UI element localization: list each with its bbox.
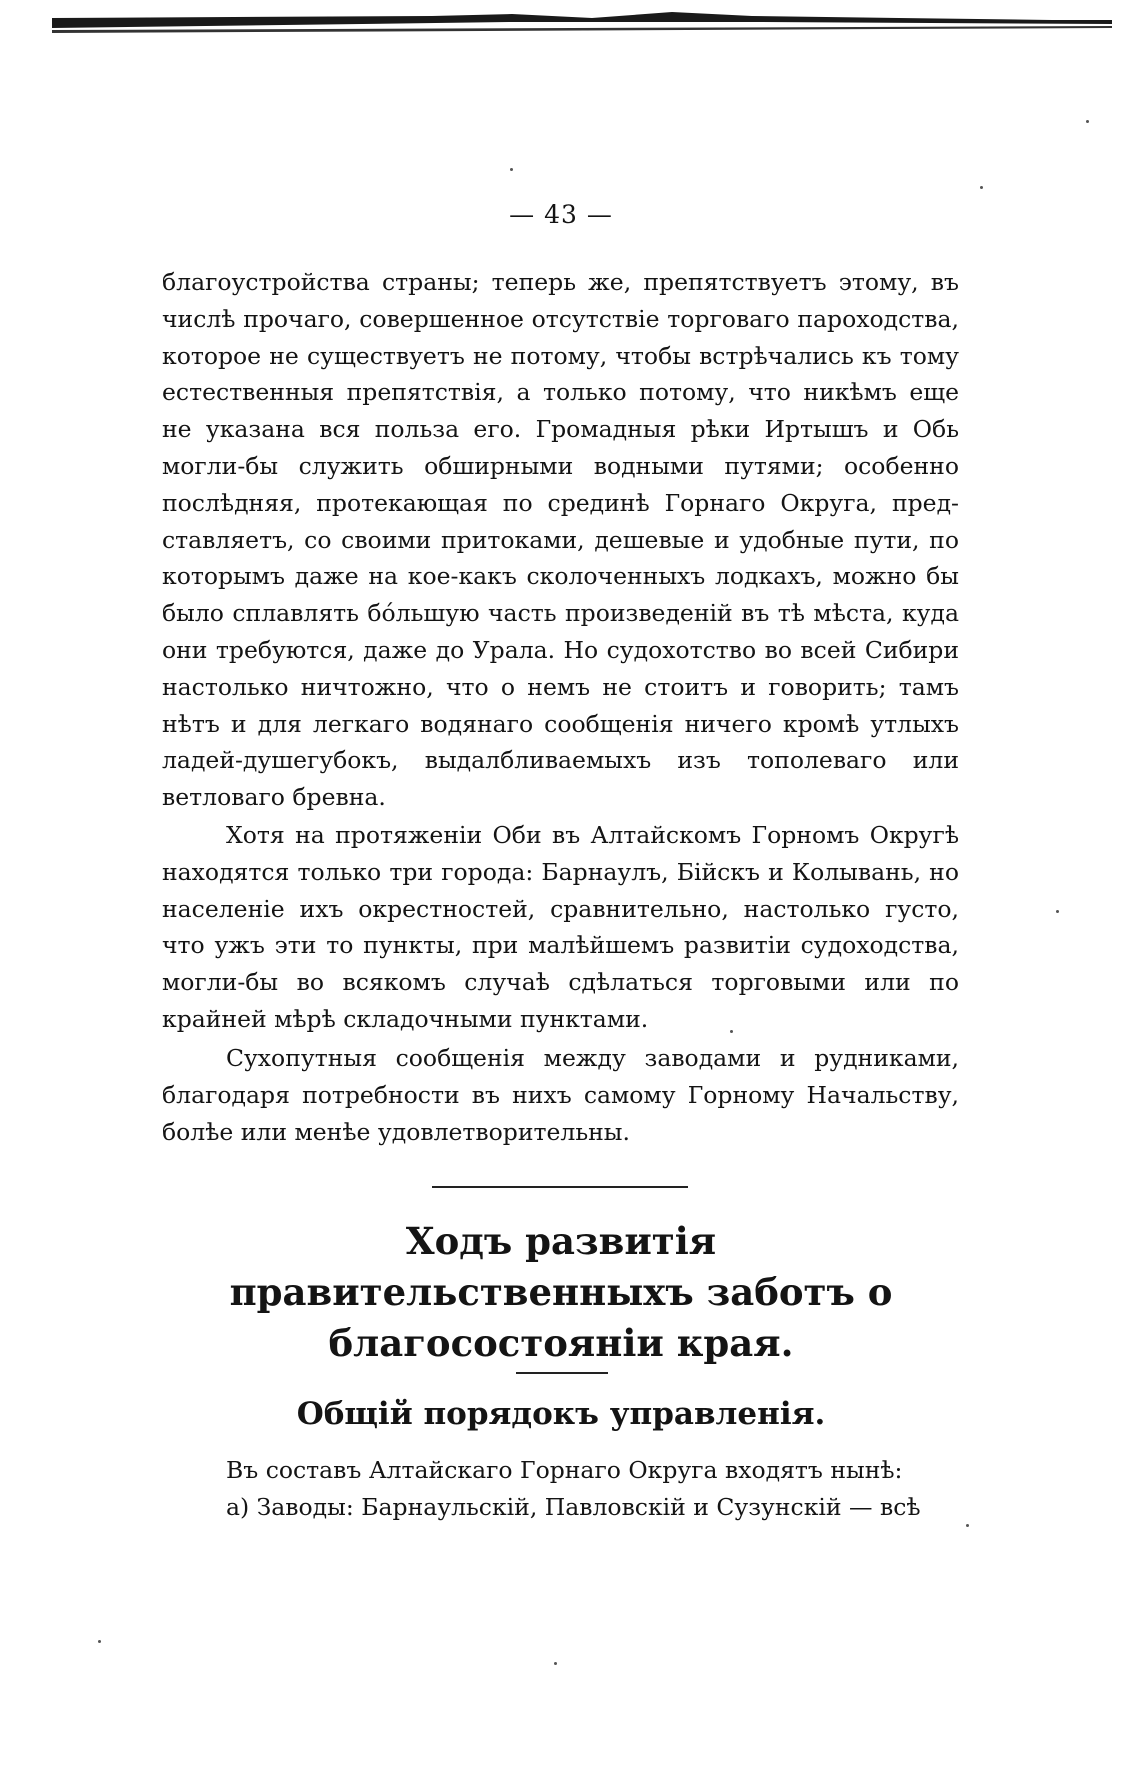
paragraph-text: Сухопутныя сообщенія между заводами и рудниками, благодаря потребности въ нихъ самому Горному Начальству, болѣе или менѣе удовлетворительны.	[162, 1044, 959, 1146]
paragraph-text: благоустройства страны; теперь же, препятствуетъ этому, въ числѣ прочаго, совершенное отсутствіе торговаго пароходства, которое не существуетъ не потому, чтобы встрѣчались къ тому естественныя препятствія, а только потому, что никѣмъ еще не указана вся польза его. Громадныя рѣки Иртышъ и Обь могли-бы служить обширными водными путями; особенно послѣдняя, протекающая по срединѣ Горнаго Округа, представляетъ, со своими притоками, дешевые и удобные пути, по которымъ даже на кое-какъ сколоченныхъ лодкахъ, можно бы было сплавлять бóльшую часть произведеній въ тѣ мѣста, куда они требуются, даже до Урала. Но судохотство во всей Сибири настолько ничтожно, что о немъ не стоитъ и говорить; тамъ нѣтъ и для легкаго водянаго сообщенія ничего кромѣ утлыхъ ладей-душегубокъ, выдалбливаемыхъ изъ тополеваго или ветловаго бревна.	[162, 268, 959, 812]
scan-speck	[510, 168, 513, 171]
scan-speck	[1086, 120, 1089, 123]
section-heading-line-2: правительственныхъ заботъ о	[229, 1270, 893, 1314]
scan-speck	[980, 186, 983, 189]
body-paragraph-1	[162, 264, 959, 816]
list-paragraph	[162, 1452, 959, 1526]
page-edge-scan-mark	[52, 6, 1112, 34]
list-item-a: а) Заводы: Барнаульскій, Павловскій и Сузунскій — всѣ	[226, 1492, 921, 1521]
scan-speck	[554, 1662, 557, 1665]
page-number: — 43 —	[509, 200, 613, 229]
list-intro: Въ составъ Алтайскаго Горнаго Округа входятъ нынѣ:	[226, 1456, 903, 1484]
paragraph-text: Хотя на протяженіи Оби въ Алтайскомъ Горномъ Округѣ находятся только три города: Барнаулъ, Бійскъ и Колывань, но населеніе ихъ окрестностей, сравнительно, настолько густо, что ужъ эти то пункты, при малѣйшемъ развитіи судоходства, могли-бы во всякомъ случаѣ сдѣлаться торговыми или по крайней мѣрѣ складочными пунктами.	[162, 821, 959, 1033]
scan-speck	[730, 1030, 733, 1033]
section-heading-line-3: благосостояніи края.	[328, 1321, 794, 1365]
scan-speck	[966, 1524, 969, 1527]
body-paragraph-2	[162, 817, 959, 1038]
heading-divider	[516, 1372, 608, 1374]
scan-speck	[98, 1640, 101, 1643]
section-divider	[432, 1186, 688, 1188]
body-paragraph-3	[162, 1040, 959, 1150]
subsection-heading: Общій порядокъ управленія.	[296, 1396, 826, 1432]
scan-speck	[1056, 910, 1059, 913]
section-heading	[0, 1216, 1122, 1369]
section-heading-line-1: Ходъ развитія	[405, 1219, 717, 1263]
